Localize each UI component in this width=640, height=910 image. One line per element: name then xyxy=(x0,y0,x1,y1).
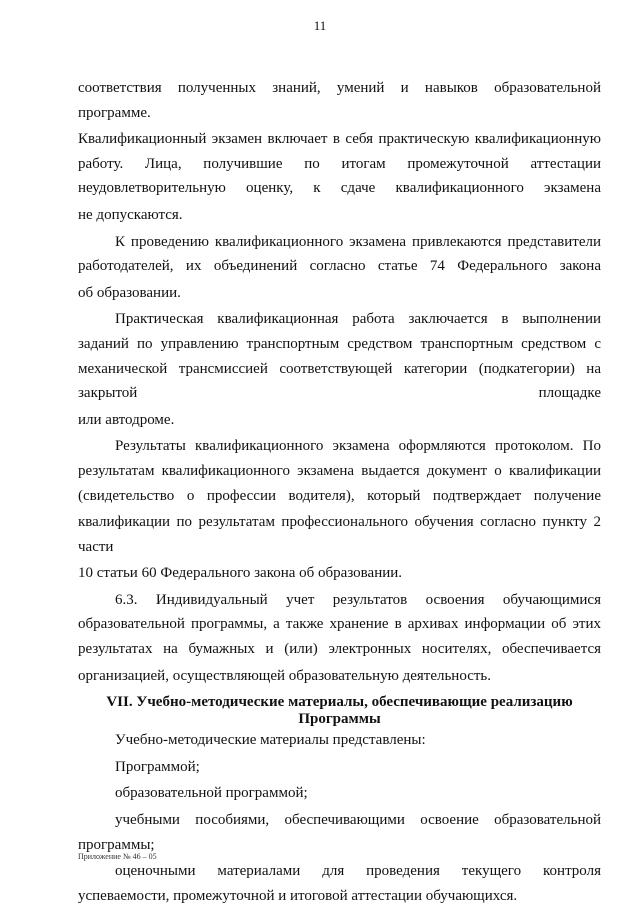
paragraph-6-3: 6.3. Индивидуальный учет результатов освоения обучающимися образовательной программы, а также хранение в архивах информации об этих результатах на бумажных и (или) электронных носителях, обеспечивается xyxy=(78,591,601,658)
list-item: оценочными материалами для проведения текущего контроля успеваемости, промежуточной и итоговой аттестации обучающихся. xyxy=(78,863,601,904)
section-heading-line2: Программы xyxy=(298,711,381,728)
paragraph-results-end: 10 статьи 60 Федерального закона об образовании. xyxy=(78,565,403,582)
document-body xyxy=(78,76,601,910)
section-heading: VII. Учебно-методические материалы, обеспечивающие реализацию xyxy=(106,694,573,711)
paragraph-continuation: соответствия полученных знаний, умений и навыков образовательной программе. xyxy=(78,80,601,121)
footer-note: Приложение № 46 – 05 xyxy=(78,852,157,861)
list-item: учебными пособиями, обеспечивающими освоение образовательной программы; xyxy=(78,812,601,853)
list-item: образовательной программой; xyxy=(115,785,308,802)
paragraph-6-3-end: организацией, осуществляющей образовательную деятельность. xyxy=(78,667,492,684)
paragraph-results: Результаты квалификационного экзамена оформляются протоколом. По результатам квалификационного экзамена выдается документ о квалификации (свидетельство о профессии водителя), который подтверждает получение xyxy=(78,438,601,504)
paragraph-practical-work: Практическая квалификационная работа заключается в выполнении заданий по управлению транспортным средством транспортным средством с механической трансмиссией соответствующей категории (подкатегории) на закрытой площадке xyxy=(78,311,601,402)
materials-intro: Учебно-методические материалы представлены: xyxy=(115,732,426,749)
page-number: 11 xyxy=(313,18,327,33)
paragraph-employers-end: об образовании. xyxy=(78,284,181,301)
paragraph-results-line: квалификации по результатам профессионального обучения согласно пункту 2 части xyxy=(78,514,601,555)
list-item: Программой; xyxy=(115,758,200,775)
paragraph-employers: К проведению квалификационного экзамена привлекаются представители работодателей, их объединений согласно статье 74 Федерального закона xyxy=(78,233,601,275)
paragraph-exam-composition: Квалификационный экзамен включает в себя практическую квалификационную работу. Лица, получившие по итогам промежуточной аттестации неудовлетворительную оценку, к сдаче квалификационного экзамена xyxy=(78,131,601,197)
paragraph-practical-work-end: или автодроме. xyxy=(78,411,175,428)
paragraph-exam-composition-end: не допускаются. xyxy=(78,206,183,223)
